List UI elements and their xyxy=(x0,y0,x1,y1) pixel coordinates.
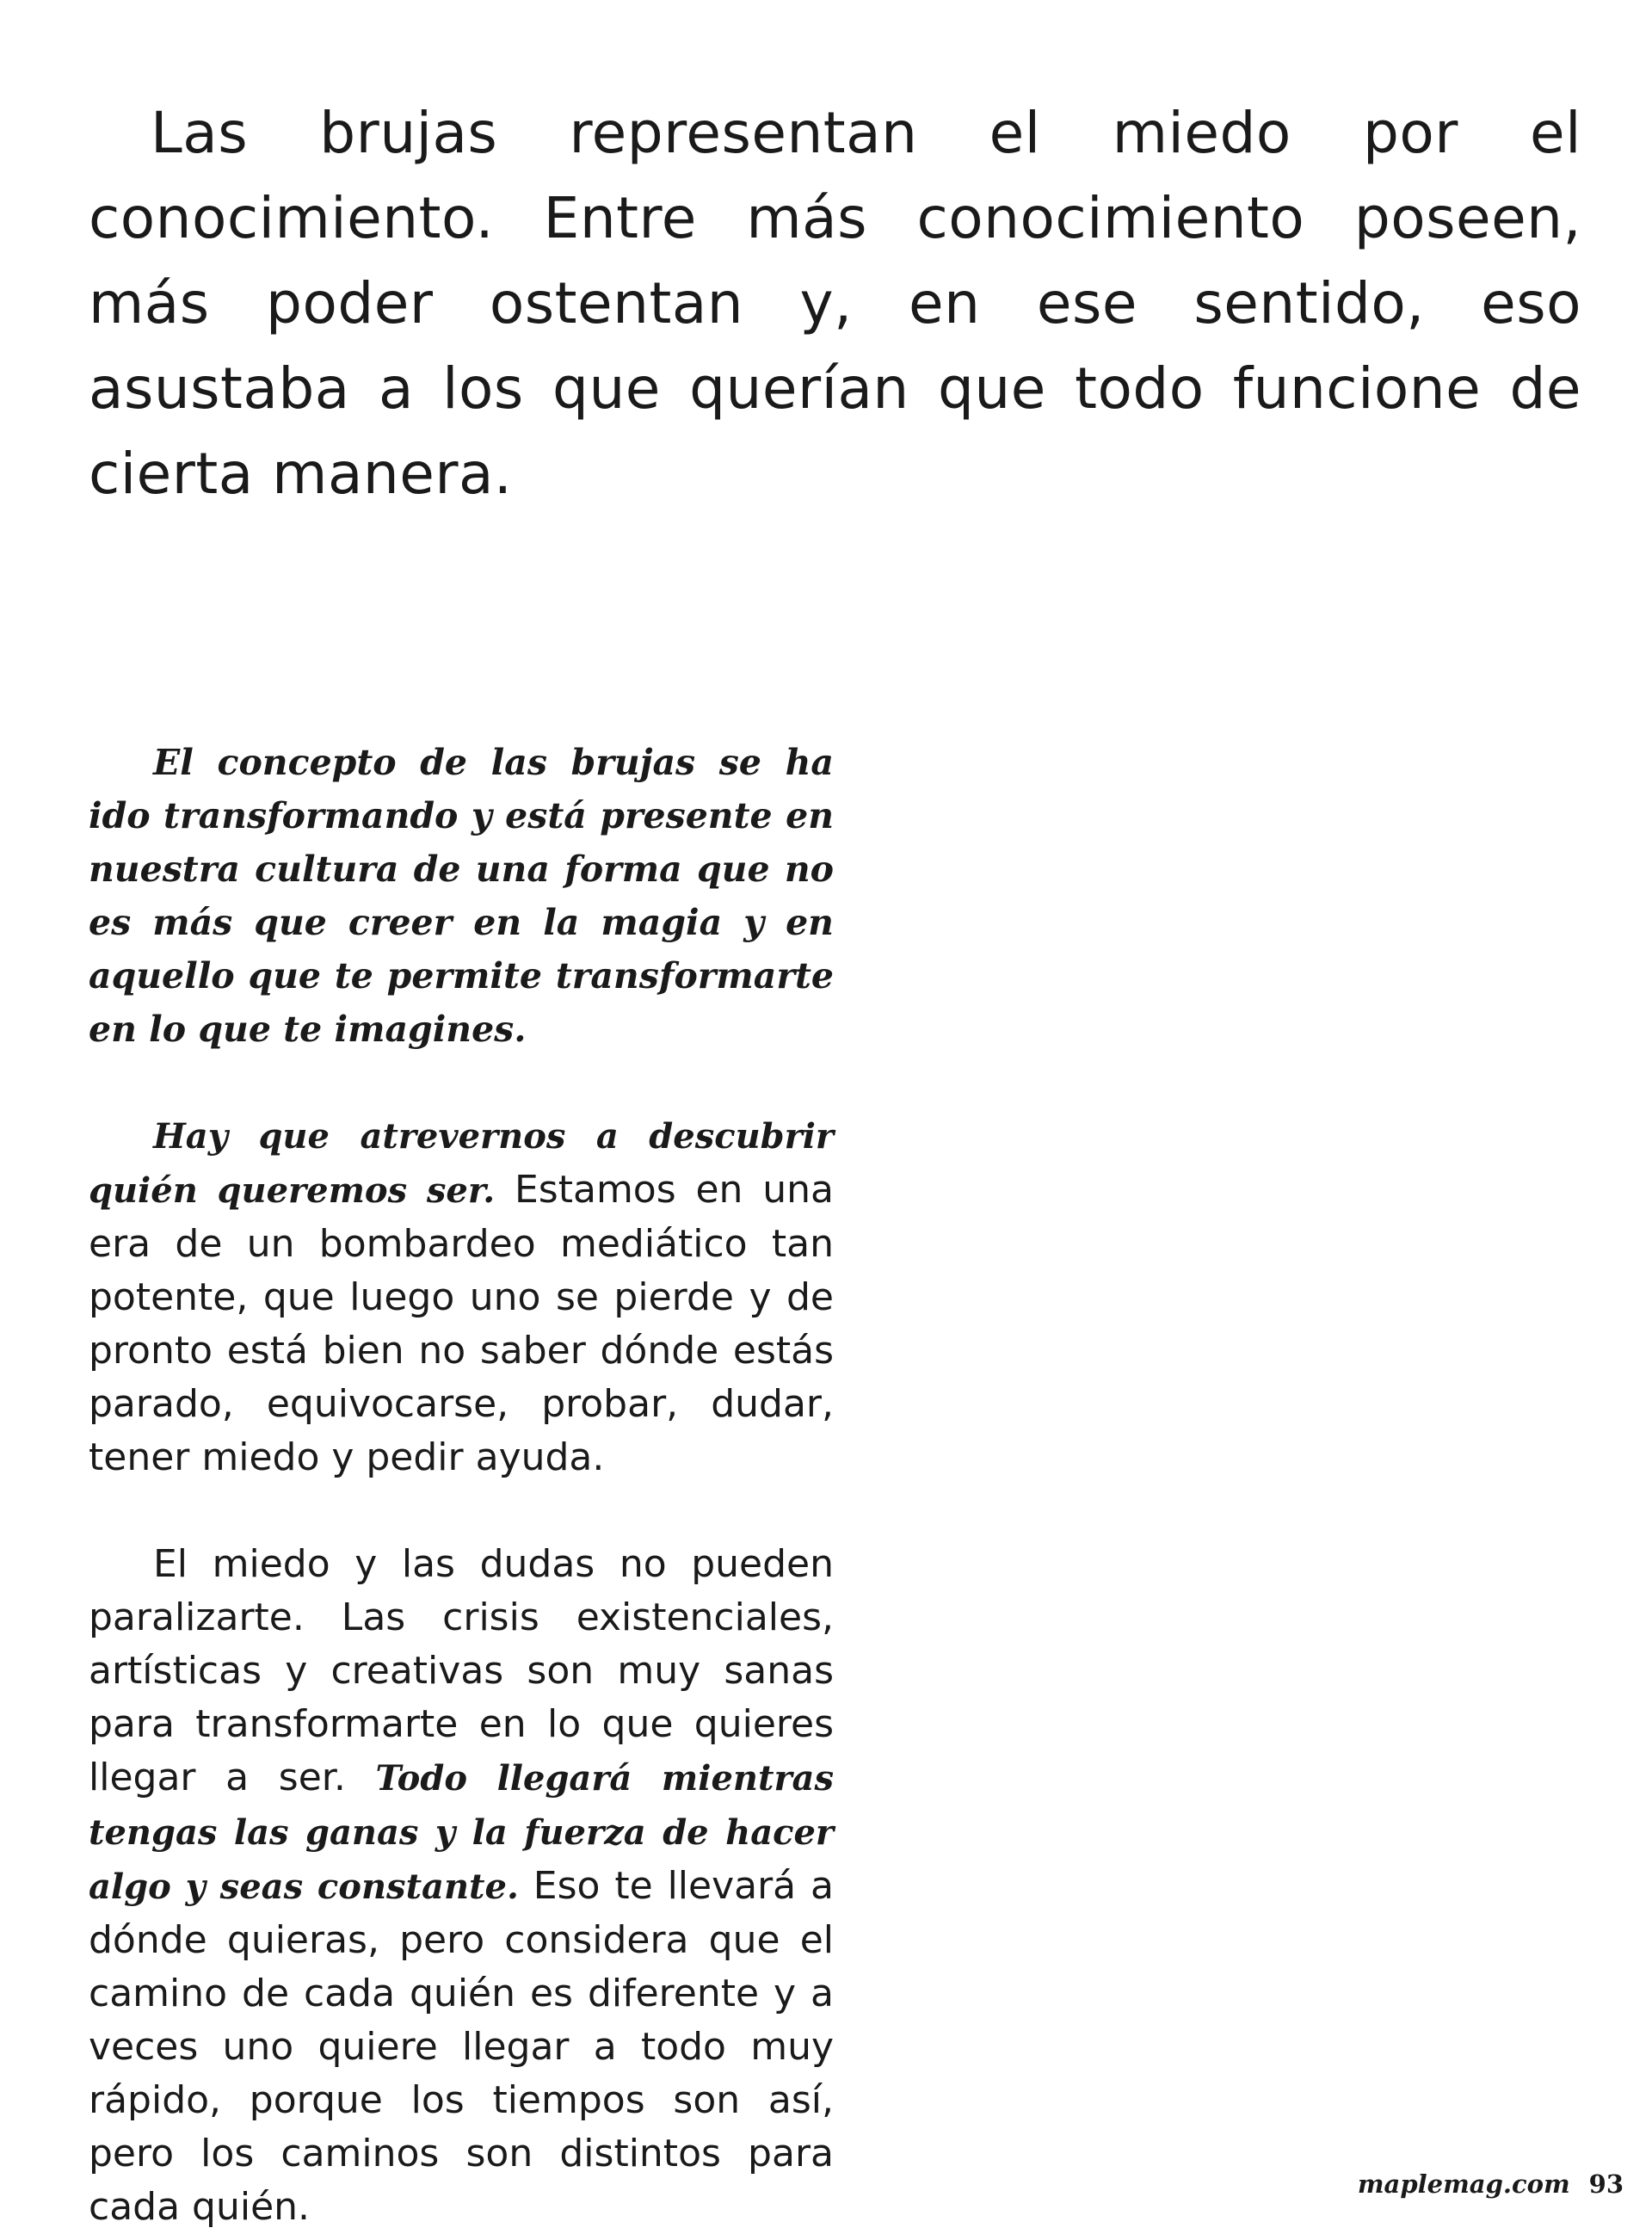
article-body xyxy=(89,736,834,2234)
pull-quote: Las brujas representan el miedo por el conocimiento. Entre más conocimiento poseen, más poder ostentan y, en ese sentido, eso asustaba a los que querían que todo funcione de cierta manera. xyxy=(89,100,1581,507)
page-number: 93 xyxy=(1588,2169,1624,2199)
emphasis-text: Todo llegará mientras tengas las ganas y la fuerza de hacer algo y seas constante. xyxy=(89,1758,834,1907)
paragraph-text: El miedo y las dudas no pueden paralizarte. Las crisis existenciales, artísticas y creativas son muy sanas para transformarte en lo que quieres llegar a ser. xyxy=(89,1542,834,1799)
paragraph-text: Eso te llevará a dónde quieras, pero considera que el camino de cada quién es diferente y a veces uno quiere llegar a todo muy rápido, porque los tiempos son así, pero los caminos son distintos para cada quién. xyxy=(89,1864,835,2229)
lead-paragraph: El concepto de las brujas se ha ido transformando y está presente en nuestra cultura de una forma que no es más que creer en la magia y en aquello que te permite transformarte en lo que te imagines. xyxy=(89,742,834,1050)
emphasis-text: Hay que atrevernos a descubrir quién queremos ser. xyxy=(89,1116,834,1211)
site-name: maplemag.com xyxy=(1357,2169,1570,2199)
body-paragraph-2 xyxy=(89,1109,834,1484)
page-footer xyxy=(1358,2170,1624,2198)
paragraph-text: Estamos en una era de un bombardeo mediático tan potente, que luego uno se pierde y de pronto está bien no saber dónde estás parado, equivocarse, probar, dudar, tener miedo y pedir ayuda. xyxy=(89,1168,834,1479)
body-paragraph-3 xyxy=(89,1538,834,2234)
